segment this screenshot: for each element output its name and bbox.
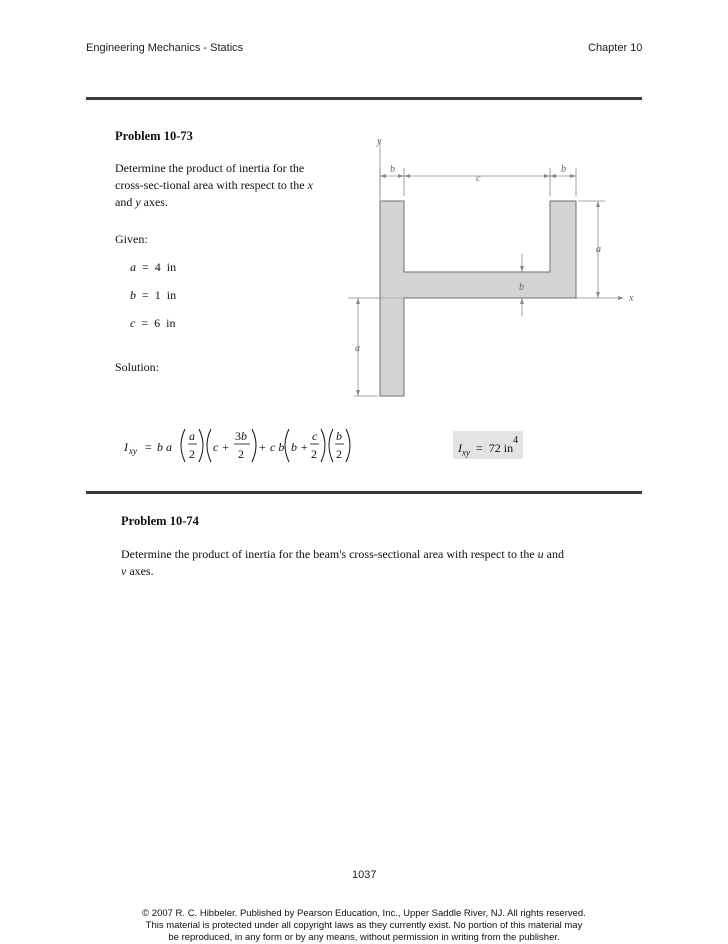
frac-num: a [189,429,195,443]
statement-text: axes. [126,564,154,578]
statement-line [115,194,345,211]
formula-term: b a [157,440,172,454]
statement-text: axes. [140,195,168,209]
given-label: Given: [115,232,148,246]
given-var: b [130,288,136,302]
statement-var: y [135,195,141,209]
frac-num: b [336,429,342,443]
answer-exp: 4 [513,435,519,446]
given-a [130,260,176,275]
frac-den: 2 [189,447,195,461]
answer-unit: in [503,441,514,455]
footer-line: © 2007 R. C. Hibbeler. Published by Pearson Education, Inc., Upper Saddle River, NJ. All rights reserved. [142,908,586,919]
answer [458,435,519,458]
answer-lhs: I [458,441,462,455]
formula-sub: xy [129,446,137,456]
copyright-footer [100,908,628,944]
given-eq: = [141,316,149,330]
label-a-right: a [596,244,601,255]
arrowhead [544,174,550,178]
problem-title: Problem 10-73 [115,129,193,143]
frac-den: 2 [238,447,244,461]
arrowhead [404,174,410,178]
top-divider [86,97,642,100]
label-x: x [629,293,634,304]
arrowhead [618,296,624,300]
given-unit: in [166,260,177,274]
given-unit: in [166,288,177,302]
formula [118,424,358,468]
statement-var: u [537,547,544,561]
formula-eq: = [145,440,152,454]
label-b-left: b [390,164,395,175]
arrowhead [550,174,556,178]
statement-var: x [307,178,313,192]
label-b-right: b [561,164,566,175]
given-value: 6 [154,316,161,330]
formula-term: b + [291,440,309,454]
answer-eq: = [476,441,483,455]
statement-text: Determine the product of inertia for the beam's cross-sectional area with respect to the [121,547,538,561]
formula-term: c b [270,440,285,454]
header-chapter: Chapter 10 [588,42,643,54]
statement-line [115,177,345,194]
paren [207,429,211,462]
given-c [130,316,175,331]
arrowhead [356,298,360,304]
mid-divider [86,491,642,494]
solution-label: Solution: [115,360,160,374]
footer-line: be reproduced, in any form or by any means, without permission in writing from the publisher. [168,932,560,943]
problem-title: Problem 10-74 [121,514,199,528]
paren [285,429,289,462]
arrowhead [596,201,600,207]
given-b [130,288,176,303]
label-a-left: a [355,343,360,354]
statement-line: Determine the product of inertia for the [115,161,305,175]
page-number: 1037 [352,869,377,881]
given-value: 1 [154,288,161,302]
frac-den: 2 [336,447,342,461]
given-eq: = [142,288,149,302]
frac-num: 3b [235,429,247,443]
paren [346,429,350,462]
arrowhead [520,298,524,304]
statement-text: cross-sec-tional area with respect to the [115,178,308,192]
paren [181,429,185,462]
problem-statement [115,160,345,211]
formula-lhs: I [124,440,128,454]
label-c: c [476,173,481,184]
paren [199,429,203,462]
footer-line: This material is protected under all copyright laws as they currently exist. No portion of this material may [145,920,583,931]
arrowhead [520,266,524,272]
given-var: a [130,260,136,274]
answer-sub: xy [462,447,470,458]
statement-text: and [115,195,136,209]
formula-term: c + [213,440,230,454]
arrowhead [570,174,576,178]
paren [329,429,333,462]
arrowhead [380,174,386,178]
frac-num: c [312,429,318,443]
given-unit: in [166,316,176,330]
label-y: y [377,136,382,147]
answer-value: 72 [488,441,501,455]
statement-line [121,546,601,563]
arrowhead [398,174,404,178]
given-eq: = [142,260,149,274]
statement-var: v [121,564,127,578]
problem-statement [121,546,601,580]
label-b-mid: b [519,282,524,293]
given-value: 4 [154,260,161,274]
arrowhead [596,292,600,298]
cross-section-figure [340,130,650,410]
arrowhead [356,390,360,396]
paren [252,429,256,462]
cross-section-shape [380,201,576,396]
given-var: c [130,316,136,330]
header-book-title: Engineering Mechanics - Statics [86,42,244,54]
statement-text: and [543,547,564,561]
paren [321,429,325,462]
frac-den: 2 [311,447,317,461]
statement-line [121,563,601,580]
formula-plus: + [259,440,266,454]
